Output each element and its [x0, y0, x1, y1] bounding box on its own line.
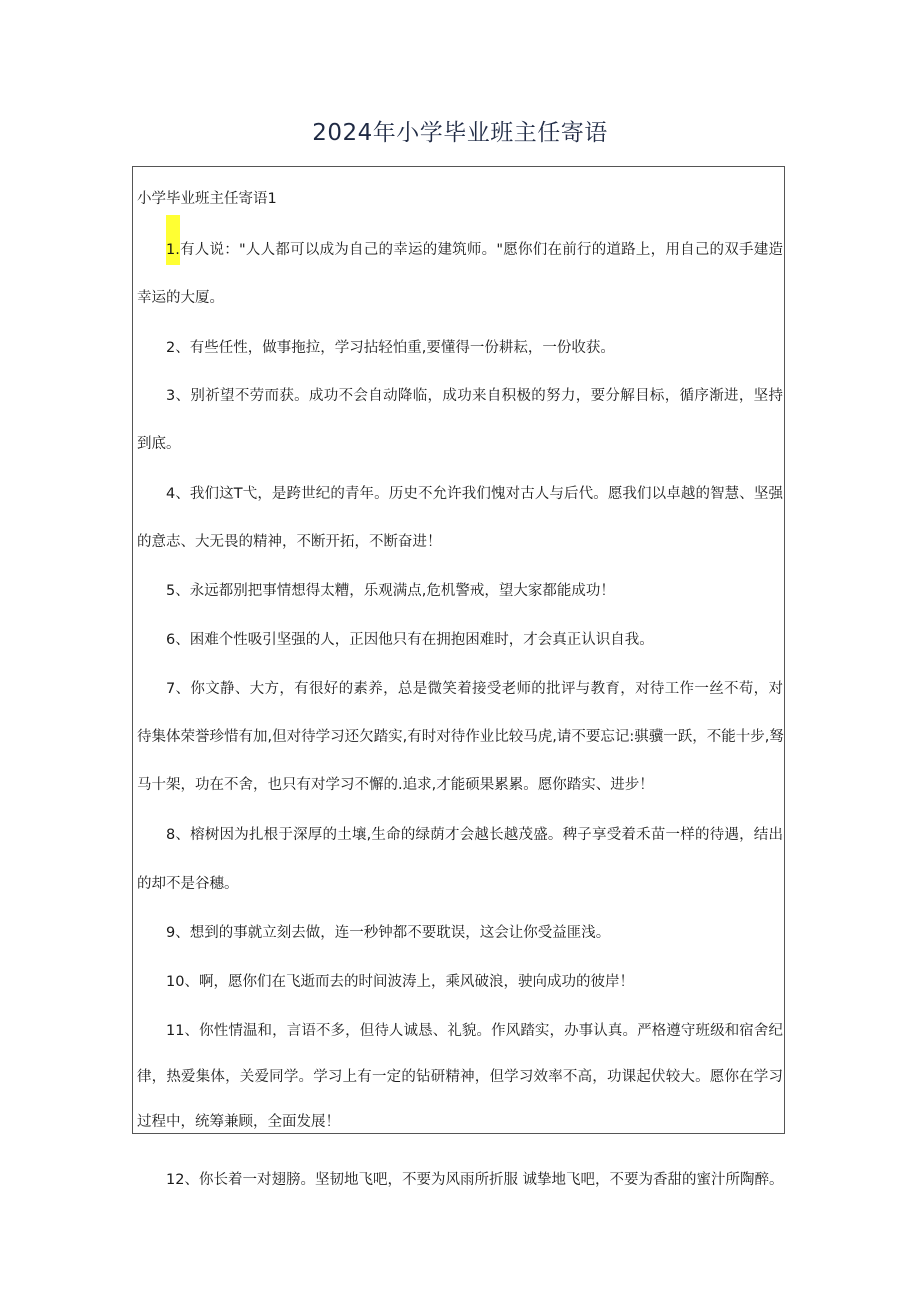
paragraph-line: 3、别祈望不劳而获。成功不会自动降临，成功来自积极的努力，要分解目标，循序渐进，坚持	[166, 388, 783, 404]
paragraph-line: 4、我们这T弋，是跨世纪的青年。历史不允许我们愧对古人与后代。愿我们以卓越的智慧、坚强	[166, 486, 783, 502]
paragraph-line: 11、你性情温和，言语不多，但待人诚恳、礼貌。作风踏实，办事认真。严格遵守班级和宿舍纪	[166, 1023, 783, 1039]
paragraph-line: 律，热爱集体，关爱同学。学习上有一定的钻研精神，但学习效率不高，功课起伏较大。愿你在学习	[137, 1069, 783, 1085]
paragraph-line: 7、你文静、大方，有很好的素养，总是微笑着接受老师的批评与教育，对待工作一丝不苟，对	[166, 681, 783, 697]
page-title: 2024年小学毕业班主任寄语	[312, 120, 608, 146]
paragraph-line: 6、困难个性吸引坚强的人，正因他只有在拥抱困难时，才会真正认识自我。	[166, 632, 654, 648]
paragraph-line: 10、啊，愿你们在飞逝而去的时间波涛上，乘风破浪，驶向成功的彼岸！	[166, 974, 634, 990]
paragraph-line: 5、永远都别把事情想得太糟，乐观满点,危机警戒，望大家都能成功！	[166, 583, 615, 599]
paragraph-line: 的意志、大无畏的精神，不断开拓，不断奋进！	[137, 534, 442, 550]
paragraph-line: 9、想到的事就立刻去做，连一秒钟都不要耽误，这会让你受益匪浅。	[166, 925, 611, 941]
paragraph-line: 12、你长着一对翅膀。坚韧地飞吧，不要为风雨所折服 诚挚地飞吧，不要为香甜的蜜汁所陶醉。	[166, 1172, 784, 1188]
paragraph-line: 1.有人说："人人都可以成为自己的幸运的建筑师。"愿你们在前行的道路上，用自己的双手建造	[166, 242, 783, 258]
paragraph-line: 到底。	[137, 436, 181, 452]
paragraph-line: 2、有些任性，做事拖拉，学习拈轻怕重,要懂得一份耕耘，一份收获。	[166, 340, 615, 356]
paragraph-line: 过程中，统筹兼顾，全面发展！	[137, 1114, 340, 1130]
paragraph-line: 的却不是谷穗。	[137, 876, 239, 892]
paragraph-line: 马十架，功在不舍，也只有对学习不懈的.追求,才能硕果累累。愿你踏实、进步！	[137, 777, 654, 793]
paragraph-line: 8、榕树因为扎根于深厚的土壤,生命的绿荫才会越长越茂盛。稗子享受着禾苗一样的待遇，结出	[166, 827, 783, 843]
paragraph-line: 幸运的大厦。	[137, 290, 224, 306]
paragraph-line: 待集体荣誉珍惜有加,但对待学习还欠踏实,有时对待作业比较马虎,请不要忘记:骐骥一跃，不能十步,驽	[137, 729, 784, 745]
section-heading: 小学毕业班主任寄语1	[137, 191, 277, 207]
